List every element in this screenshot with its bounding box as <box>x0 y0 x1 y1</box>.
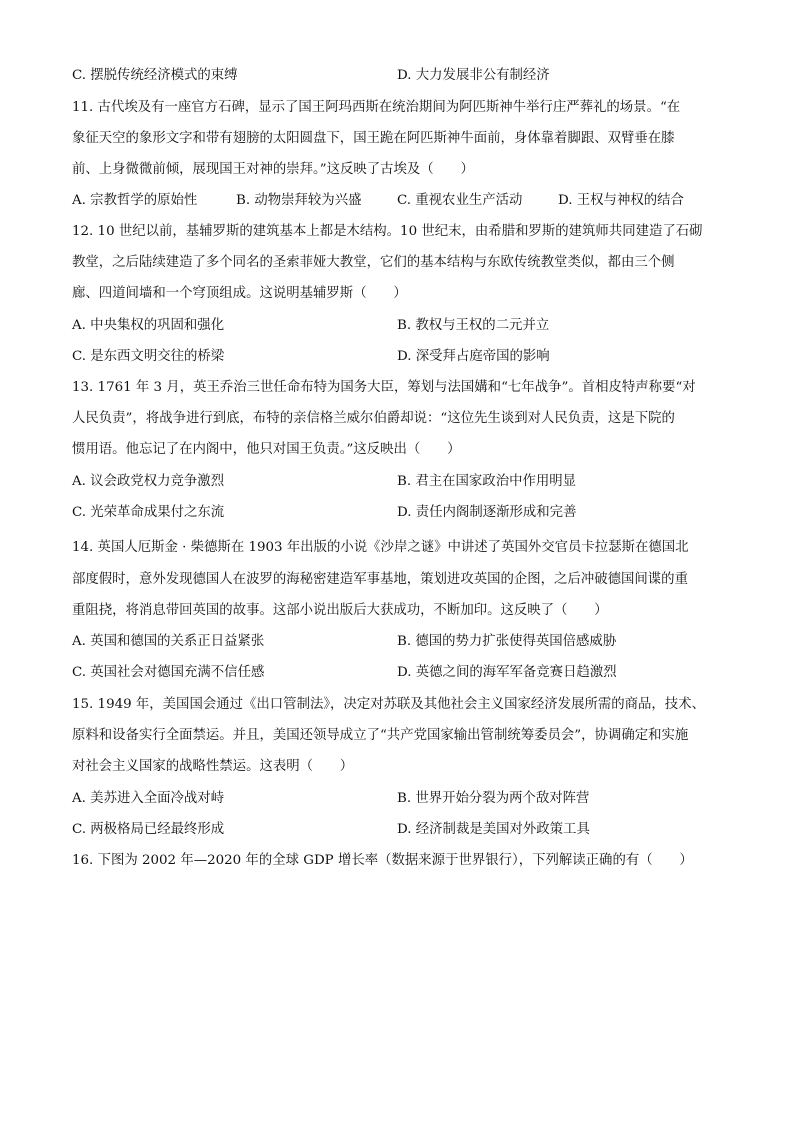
q13-option-b[interactable]: B. 君主在国家政治中作用明显 <box>397 474 577 489</box>
q16-stem-line-1: 16. 下图为 2002 年—2020 年的全球 GDP 增长率（数据来源于世界银行），下列解读正确的有（ ） <box>72 853 693 868</box>
q11-option-a[interactable]: A. 宗教哲学的原始性 <box>72 193 198 208</box>
q13-stem-line-3: 惯用语。他忘记了在内阁中，他只对国王负责。”这反映出（ ） <box>72 442 461 457</box>
q13-stem-line-2: 人民负责”，将战争进行到底，布特的亲信格兰威尔伯爵却说：“这位先生谈到对人民负责，这是下院的 <box>72 411 675 426</box>
q13-option-d[interactable]: D. 责任内阁制逐渐形成和完善 <box>397 505 577 520</box>
q12-option-a[interactable]: A. 中央集权的巩固和强化 <box>72 318 225 333</box>
q11-option-d[interactable]: D. 王权与神权的结合 <box>558 193 684 208</box>
q15-stem-line-2: 原料和设备实行全面禁运。并且，美国还领导成立了“共产党国家输出管制统筹委员会”，协调确定和实施 <box>72 728 689 743</box>
q12-option-b[interactable]: B. 教权与王权的二元并立 <box>397 318 550 333</box>
q14-stem-line-3: 重阻挠，将消息带回英国的故事。这部小说出版后大获成功，不断加印。这反映了（ ） <box>72 603 608 618</box>
q13-stem-line-1: 13. 1761 年 3 月，英王乔治三世任命布特为国务大臣，筹划与法国媾和“七年战争”。首相皮特声称要“对 <box>72 380 696 395</box>
q12-stem-line-3: 廊、四道间墙和一个穹顶组成。这说明基辅罗斯（ ） <box>72 286 407 301</box>
q14-stem-line-2: 部度假时，意外发现德国人在波罗的海秘密建造军事基地，策划进攻英国的企图，之后冲破德国间谍的重 <box>72 572 688 587</box>
q14-option-d[interactable]: D. 英德之间的海军军备竞赛日趋激烈 <box>397 665 617 680</box>
q12-option-d[interactable]: D. 深受拜占庭帝国的影响 <box>397 349 550 364</box>
q13-option-a[interactable]: A. 议会政党权力竞争激烈 <box>72 474 225 489</box>
q15-stem-line-1: 15. 1949 年，美国国会通过《出口管制法》，决定对苏联及其他社会主义国家经济发展所需的商品，技术、 <box>72 697 705 712</box>
q14-stem-line-1: 14. 英国人厄斯金 · 柴德斯在 1903 年出版的小说《沙岸之谜》中讲述了英国外交官员卡拉瑟斯在德国北 <box>72 540 689 555</box>
q15-option-c[interactable]: C. 两极格局已经最终形成 <box>72 822 225 837</box>
q15-option-a[interactable]: A. 美苏进入全面冷战对峙 <box>72 791 225 806</box>
q12-stem-line-1: 12. 10 世纪以前，基辅罗斯的建筑基本上都是木结构。10 世纪末，由希腊和罗斯的建筑师共同建造了石砌 <box>72 224 703 239</box>
q15-option-b[interactable]: B. 世界开始分裂为两个敌对阵营 <box>397 791 590 806</box>
q15-stem-line-3: 对社会主义国家的战略性禁运。这表明（ ） <box>72 759 354 774</box>
q11-stem-line-3: 前、上身微微前倾，展现国王对神的崇拜。”这反映了古埃及（ ） <box>72 162 474 177</box>
q10-option-d[interactable]: D. 大力发展非公有制经济 <box>397 68 550 83</box>
q14-option-b[interactable]: B. 德国的势力扩张使得英国倍感威胁 <box>397 634 617 649</box>
q11-option-b[interactable]: B. 动物崇拜较为兴盛 <box>236 193 362 208</box>
q11-option-c[interactable]: C. 重视农业生产活动 <box>397 193 523 208</box>
q10-option-c[interactable]: C. 摆脱传统经济模式的束缚 <box>72 68 238 83</box>
q15-option-d[interactable]: D. 经济制裁是美国对外政策工具 <box>397 822 590 837</box>
q14-option-c[interactable]: C. 英国社会对德国充满不信任感 <box>72 665 265 680</box>
q12-stem-line-2: 教堂，之后陆续建造了多个同名的圣索菲娅大教堂，它们的基本结构与东欧传统教堂类似，都由三个侧 <box>72 255 675 270</box>
q11-stem-line-2: 象征天空的象形文字和带有翅膀的太阳圆盘下，国王跪在阿匹斯神牛面前，身体靠着脚跟、双臂垂在膝 <box>72 131 675 146</box>
q12-option-c[interactable]: C. 是东西文明交往的桥梁 <box>72 349 225 364</box>
q11-stem-line-1: 11. 古代埃及有一座官方石碑，显示了国王阿玛西斯在统治期间为阿匹斯神牛举行庄严葬礼的场景。“在 <box>72 100 681 115</box>
q13-option-c[interactable]: C. 光荣革命成果付之东流 <box>72 505 225 520</box>
q14-option-a[interactable]: A. 英国和德国的关系正日益紧张 <box>72 634 265 649</box>
